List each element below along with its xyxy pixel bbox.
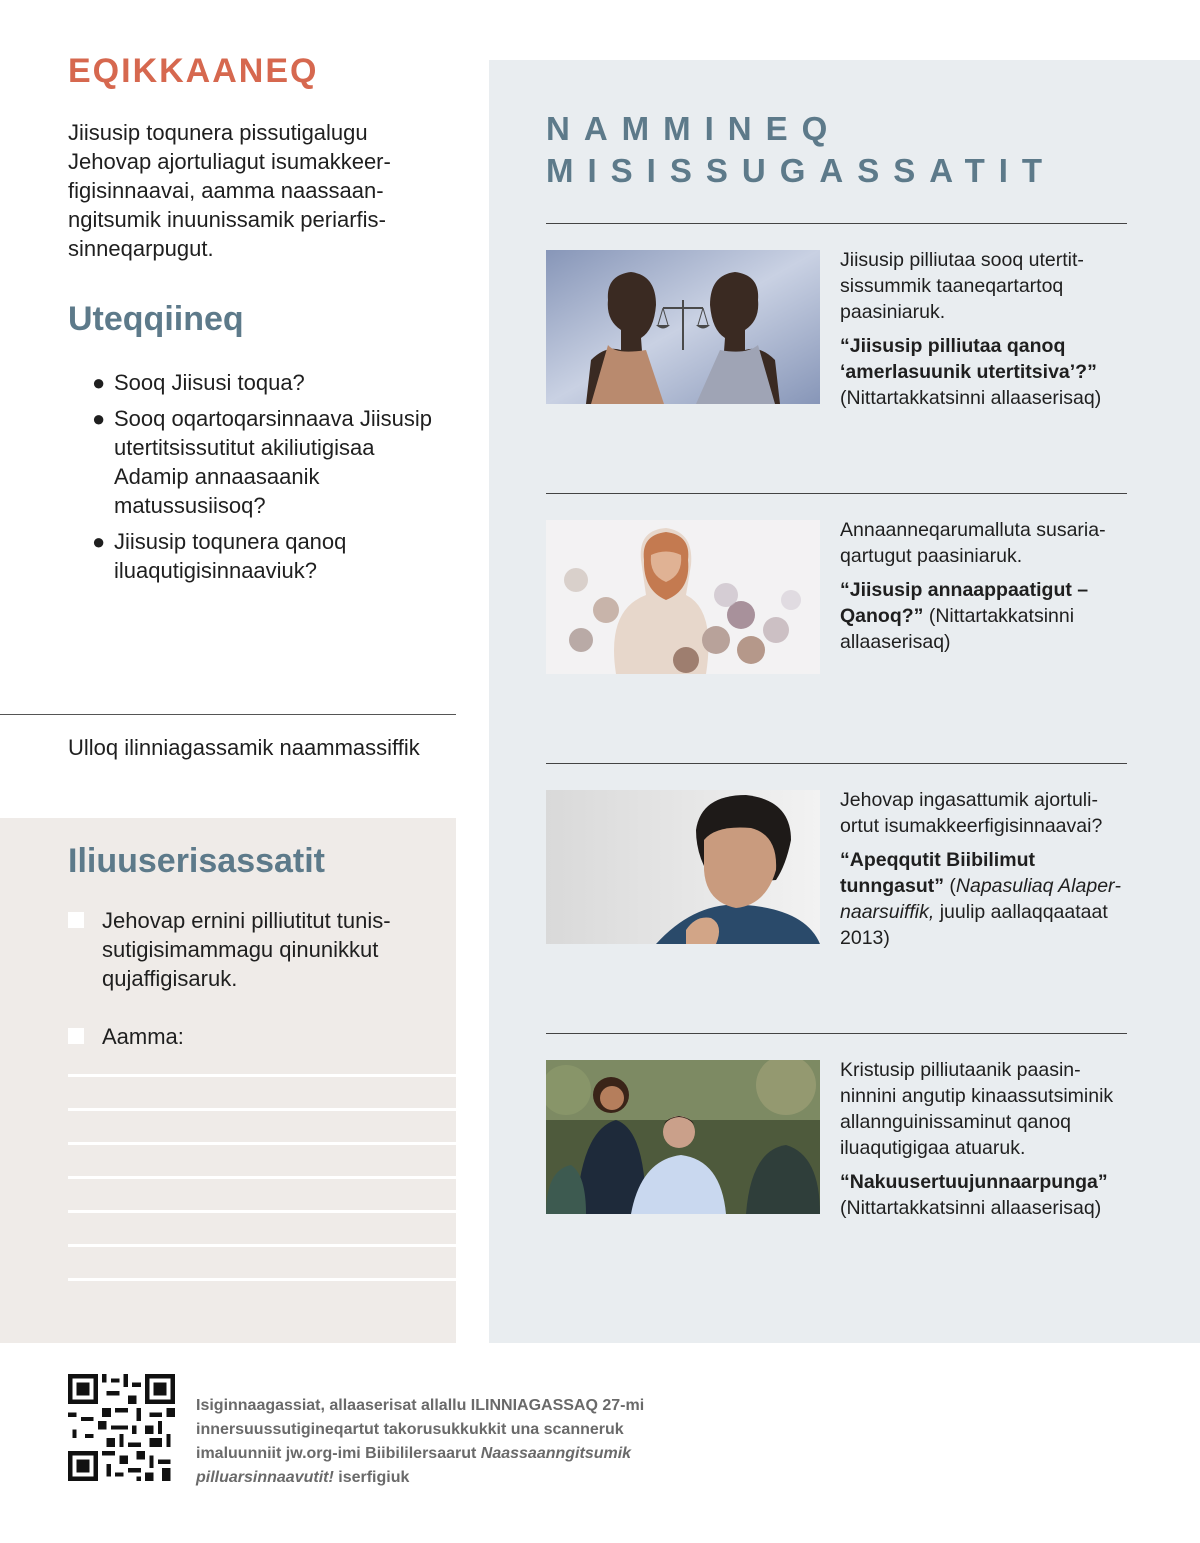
writing-line[interactable]: [68, 1210, 456, 1213]
goal-item: [68, 906, 438, 993]
goal-checkbox[interactable]: [68, 912, 84, 928]
footer-program-title[interactable]: Naassaanngitsumik pilluarsinnaavutit!: [196, 1445, 632, 1486]
goal-text: Jehovap ernini pilliutitut tunissutigisimammagu qinunikkut qujaffigisaruk.: [102, 908, 391, 991]
review-list: [92, 368, 442, 592]
item-link-title[interactable]: “Jiisusip annaappaatigut – Qanoq?”: [840, 579, 1089, 627]
explore-item: [840, 1057, 1125, 1221]
explore-title-line-1: NAMMINEQ: [546, 110, 842, 147]
item-source: (Nittartakkatsinni allaaserisaq): [840, 1197, 1102, 1219]
review-item-text: Sooq oqartoqarsinnaava Jiisusip utertitsissutitut akiliutigisaa Adamip annaasaanik matussusiisoq?: [114, 406, 432, 518]
item-divider: [546, 763, 1127, 764]
review-item: [92, 368, 442, 397]
item-link-title[interactable]: “Jiisusip pilliutaa qanoq ‘amerlasuunik utertitsiva’?”: [840, 335, 1097, 383]
item-description: Annaanneqarumalluta susariaqartugut paasiniaruk.: [840, 519, 1106, 567]
section-divider: [0, 714, 456, 715]
footer-note: [196, 1394, 696, 1490]
item-source-date: juulip aallaqqaataat 2013): [840, 901, 1108, 949]
item-source: (Nittartakkatsinni allaaserisaq): [840, 387, 1102, 409]
review-item-text: Sooq Jiisusi toqua?: [114, 370, 305, 395]
writing-line[interactable]: [68, 1074, 456, 1077]
jesus-adam-scales-illustration[interactable]: [546, 250, 820, 404]
completion-date-label: Ulloq ilinniagassamik naammassiffik: [68, 735, 420, 760]
goal-item: [68, 1022, 438, 1051]
explore-item: [840, 247, 1125, 411]
jesus-and-crowd-illustration[interactable]: [546, 520, 820, 674]
goal-checkbox[interactable]: [68, 1028, 84, 1044]
item-source-open: (: [943, 875, 956, 897]
goals-title: Iliuuserisassatit: [68, 842, 326, 880]
writing-line[interactable]: [68, 1108, 456, 1111]
bullet-icon: ●: [92, 406, 106, 431]
writing-line[interactable]: [68, 1142, 456, 1145]
footer-text-end: iserfigiuk: [333, 1469, 410, 1486]
explore-title-line-2: MISISSUGASSATIT: [546, 152, 1057, 189]
item-description: Kristusip pilliutaanik paasinninnini angutip kinaassutsiminik allannguinissaminut qanoq iluaqutigigaa atuaruk.: [840, 1059, 1114, 1159]
review-item: [92, 527, 442, 585]
goals-panel: [0, 818, 456, 1343]
explore-item: [840, 517, 1125, 655]
writing-line[interactable]: [68, 1176, 456, 1179]
review-item-text: Jiisusip toqunera qanoq iluaqutigisinnaaviuk?: [114, 529, 347, 583]
bullet-icon: ●: [92, 529, 106, 554]
writing-line[interactable]: [68, 1244, 456, 1247]
item-divider: [546, 1033, 1127, 1034]
summary-title: EQIKKAANEQ: [68, 52, 319, 90]
qr-code[interactable]: [68, 1374, 175, 1481]
man-praying-photo[interactable]: [546, 790, 820, 944]
item-description: Jiisusip pilliutaa sooq utertitsissummik taaneqartartoq paasiniaruk.: [840, 249, 1084, 323]
item-source: (Nittartakkatsinni allaaserisaq): [840, 605, 1075, 653]
item-divider: [546, 493, 1127, 494]
review-item: [92, 404, 442, 520]
couple-talking-photo[interactable]: [546, 1060, 820, 1214]
explore-title: [546, 108, 1056, 192]
explore-item: [840, 787, 1125, 951]
footer-text-plain: Isiginnaagassiat, allaaserisat allallu ILINNIAGASSAQ 27-mi innersuussutigineqartut takorusukkukkit una scanneruk imaluunniit jw.org-imi Biibililersaarut: [196, 1397, 645, 1462]
item-link-title[interactable]: “Nakuusertuujunnaarpunga”: [840, 1171, 1108, 1193]
item-link-title[interactable]: “Apeqqutit Biibilimut tunngasut”: [840, 849, 1035, 897]
bullet-icon: ●: [92, 370, 106, 395]
summary-text: Jiisusip toqunera pissutigalugu Jehovap ajortuliagut isumakkeerfigisinnaavai, aamma naassaanngitsumik inuunissamik periarfissinneqarpugut.: [68, 120, 391, 261]
review-title: Uteqqiineq: [68, 300, 244, 338]
writing-line[interactable]: [68, 1278, 456, 1281]
item-description: Jehovap ingasattumik ajortuliortut isumakkeerfigisinnaavai?: [840, 789, 1103, 837]
goal-text: Aamma:: [102, 1024, 184, 1049]
item-source-publication: Napasuliaq Alapernaarsuiffik,: [840, 875, 1122, 923]
item-divider: [546, 223, 1127, 224]
